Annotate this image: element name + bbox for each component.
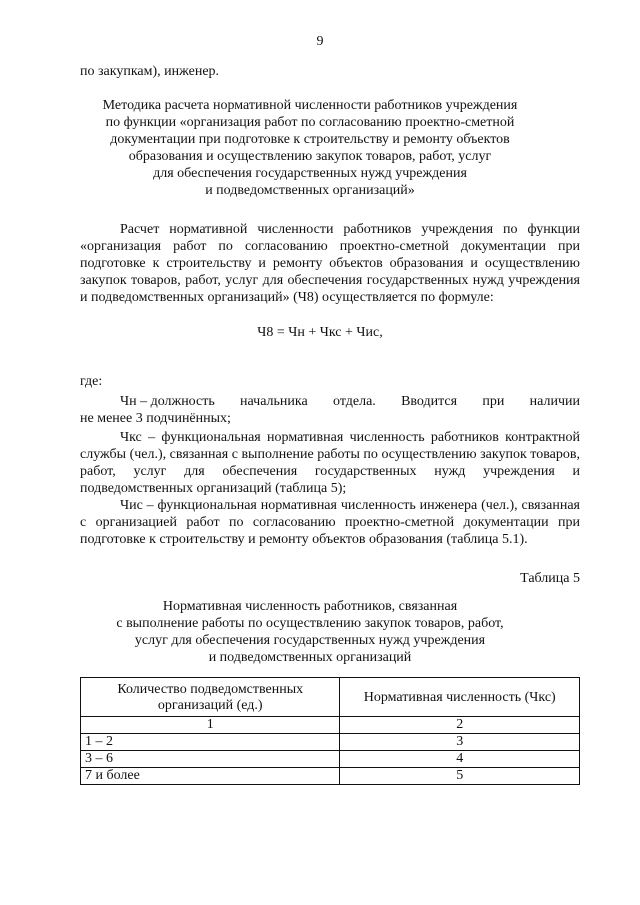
table-row [81,751,580,768]
definition-word: наличии [529,394,580,409]
title-line: Методика расчета нормативной численности работников учреждения [102,98,518,113]
definition-chis: Чис – функциональная нормативная численность инженера (чел.), связанная с организацией работ по согласованию проектно-сметной документации при подготовке к строительству и ремонту объектов образования (таблица 5.1). [80,498,580,547]
table-cell: 1 [81,717,340,734]
definition-word: при [482,394,505,409]
table-title-line: услуг для обеспечения государственных нужд учреждения [134,633,486,648]
table-cell: 1 – 2 [81,734,340,751]
definition-word: Вводится [401,394,458,409]
title-line: по функции «организация работ по согласованию проектно-сметной [105,115,515,130]
intro-paragraph [80,221,580,306]
table-title-line: с выполнение работы по осуществлению закупок товаров, работ, [116,616,504,631]
table-cell: 5 [340,768,580,785]
staffing-table [80,677,580,785]
table-header-organizations: Количество подведомственных организаций (ед.) [81,678,340,717]
page-number: 9 [316,34,324,49]
table-cell: 2 [340,717,580,734]
definition-word: начальника [240,394,308,409]
title-line: образования и осуществлению закупок товаров, работ, услуг [128,149,492,164]
definition-chks: Чкс – функциональная нормативная численность работников контрактной службы (чел.), связанная с выполнение работы по осуществлению закупок товаров, работ, услуг для обеспечения государственных нужд учреждения и подведомственных организаций (таблица 5); [80,430,580,496]
table-header-staffing: Нормативная численность (Чкс) [340,678,580,717]
table-title [100,598,520,666]
title-line: для обеспечения государственных нужд учреждения [153,166,467,181]
table-title-line: и подведомственных организаций [208,650,412,665]
table-cell: 7 и более [81,768,340,785]
table-header-row [81,678,580,717]
definition-word: Чн – должность [120,394,215,409]
definition-chn-rest: не менее 3 подчинённых; [80,411,231,426]
table-title-line: Нормативная численность работников, связанная [162,599,458,614]
where-label: где: [80,374,103,389]
table-row [81,768,580,785]
table-cell: 4 [340,751,580,768]
title-line: документации при подготовке к строительству и ремонту объектов [110,132,510,147]
definition-word: отдела. [333,394,376,409]
table-cell: 3 – 6 [81,751,340,768]
continuation-text: по закупкам), инженер. [80,64,220,79]
table-cell: 3 [340,734,580,751]
definition-chn [80,393,580,427]
formula: Ч8 = Чн + Чкс + Чис, [257,325,383,340]
table-row [81,717,580,734]
title-line: и подведомственных организаций» [205,183,415,198]
methodology-title [60,97,560,199]
intro-paragraph-text: Расчет нормативной численности работников учреждения по функции «организация работ по согласованию проектно-сметной документации при подготовке к строительству и ремонту объектов образования и осуществлению закупок товаров, работ, услуг для обеспечения государственных нужд учреждения и подведомственных организаций» (Ч8) осуществляется по формуле: [80,222,580,305]
table-label: Таблица 5 [520,571,580,586]
definition-chn-first-line [80,393,580,410]
table-row [81,734,580,751]
